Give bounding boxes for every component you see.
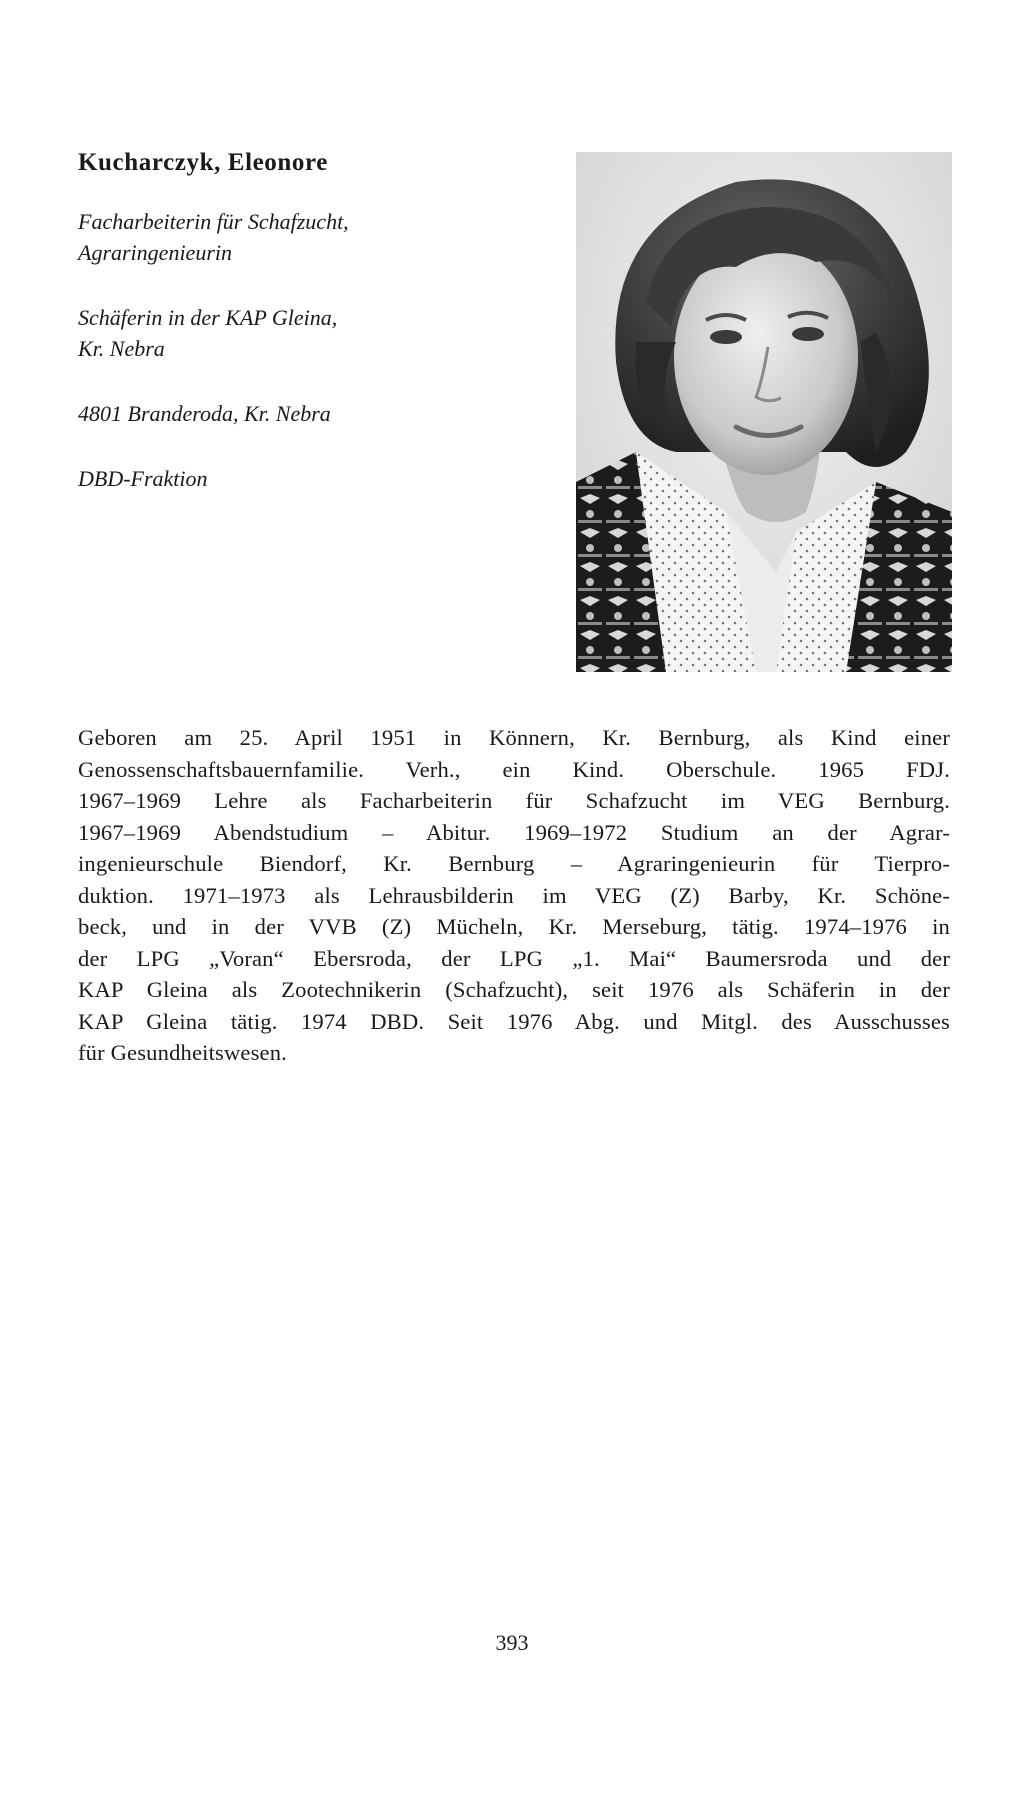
- page-number: 393: [495, 1630, 529, 1655]
- biography-line: ingenieurschule Biendorf, Kr. Bernburg – Agraringenieurin für Tierpro-: [78, 851, 950, 876]
- biography-line: beck, und in der VVB (Z) Mücheln, Kr. Merseburg, tätig. 1974–1976 in: [78, 914, 950, 939]
- workplace: [78, 302, 558, 364]
- portrait-photo: [576, 152, 952, 672]
- biography-line: Genossenschaftsbauernfamilie. Verh., ein Kind. Oberschule. 1965 FDJ.: [78, 756, 950, 782]
- person-name: Kucharczyk, Eleonore: [78, 149, 328, 176]
- biography-paragraph: [78, 722, 950, 1069]
- faction-line: DBD-Fraktion: [78, 466, 208, 491]
- workplace-line: Schäferin in der KAP Gleina,: [78, 305, 338, 330]
- entry-header: [78, 148, 558, 494]
- address-line: 4801 Branderoda, Kr. Nebra: [78, 401, 331, 426]
- biography-line: duktion. 1971–1973 als Lehrausbilderin im VEG (Z) Barby, Kr. Schöne-: [78, 882, 950, 908]
- faction: [78, 463, 558, 494]
- biography-line: Geboren am 25. April 1951 in Könnern, Kr. Bernburg, als Kind einer: [78, 725, 950, 750]
- address: [78, 398, 558, 429]
- biography-line: für Gesundheitswesen.: [78, 1040, 287, 1065]
- profession-line: Agraringenieurin: [78, 240, 232, 265]
- workplace-line: Kr. Nebra: [78, 336, 165, 361]
- biography-line: 1967–1969 Lehre als Facharbeiterin für Schafzucht im VEG Bernburg.: [78, 788, 950, 813]
- profession-line: Facharbeiterin für Schafzucht,: [78, 209, 349, 234]
- biography-line: KAP Gleina als Zootechnikerin (Schafzucht), seit 1976 als Schäferin in der: [78, 977, 950, 1002]
- biography-line: der LPG „Voran“ Ebersroda, der LPG „1. Mai“ Baumersroda und der: [78, 945, 950, 971]
- biography-line: 1967–1969 Abendstudium – Abitur. 1969–1972 Studium an der Agrar-: [78, 819, 950, 845]
- profession: [78, 206, 558, 268]
- biography-line: KAP Gleina tätig. 1974 DBD. Seit 1976 Abg. und Mitgl. des Ausschusses: [78, 1008, 950, 1034]
